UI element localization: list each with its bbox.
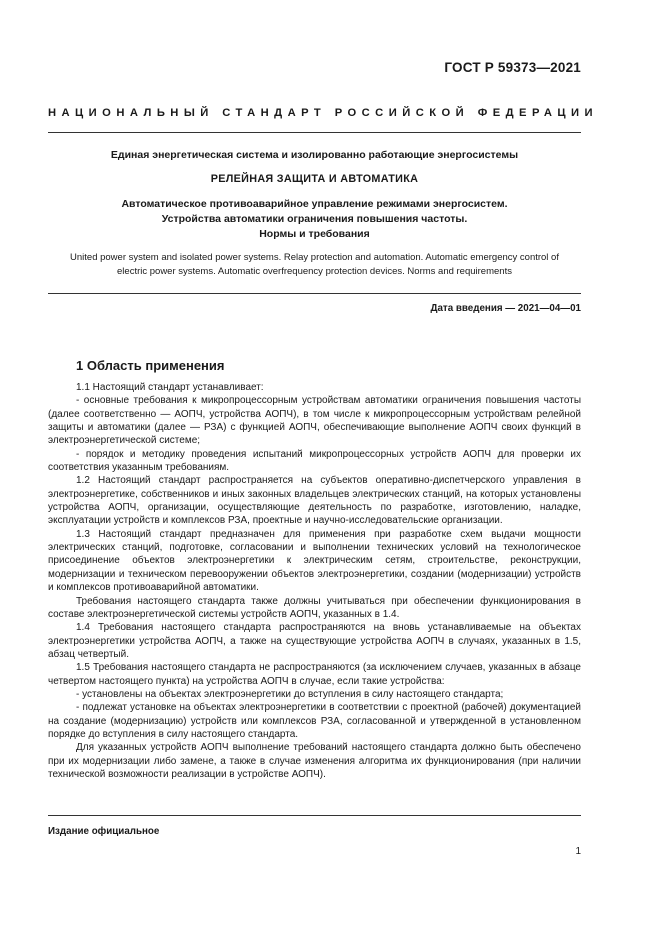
paragraph: - установлены на объектах электроэнергетики до вступления в силу настоящего стандарта;: [76, 688, 504, 700]
paragraph: 1.2 Настоящий стандарт распространяется на субъектов оперативно-диспетчерского управления в электроэнергетике, собственников и иных законных владельцев электрических станций, на которых установлены устройства АОПЧ, организации, осуществляющие деятельность по разработке, изготовлению, наладке, эксплуатации устройств и комплексов РЗА, проектные и научно-исследовательские организации.: [48, 475, 581, 527]
title-main: РЕЛЕЙНАЯ ЗАЩИТА И АВТОМАТИКА: [210, 173, 419, 185]
paragraph: Для указанных устройств АОПЧ выполнение требований настоящего стандарта должно быть обеспечено при их модернизации либо замене, а также в случае изменения алгоритма их функционирования (при наличии технической возможности реализации в устройстве АОПЧ).: [48, 742, 581, 780]
english-title-line-2: electric power systems. Automatic overfrequency protection devices. Norms and requirements: [117, 265, 512, 277]
page-number: 1: [575, 846, 581, 857]
title-subtitle: [48, 197, 581, 242]
document-code: ГОСТ Р 59373—2021: [444, 60, 581, 75]
paragraph: - основные требования к микропроцессорным устройствам автоматики ограничения повышения частоты (далее соответственно — АОПЧ, устройства АОПЧ), в том числе к микропроцессорным устройствам релейной защиты и автоматики (далее — РЗА) с функцией АОПЧ, обеспечивающие выполнение АОПЧ своих функций в электроэнергетической системе;: [48, 395, 581, 447]
section-body: [48, 381, 581, 781]
paragraph: Требования настоящего стандарта также должны учитываться при обеспечении функционирования в составе электроэнергетической системы устройств АОПЧ, указанных в 1.4.: [48, 595, 581, 620]
title-system: Единая энергетическая система и изолированно работающие энергосистемы: [110, 149, 519, 161]
intro-date: Дата введения — 2021—04—01: [430, 303, 581, 314]
footer-divider: [48, 815, 581, 816]
publication-note: Издание официальное: [48, 826, 160, 837]
paragraph: 1.4 Требования настоящего стандарта распространяются на вновь устанавливаемые на объектах электроэнергетики устройства АОПЧ, а также на существующие устройства АОПЧ в случаях, указанных в 1.5, абзац четвертый.: [48, 622, 581, 660]
english-title-line-1: United power system and isolated power systems. Relay protection and automation. Automatic emergency control of: [70, 252, 559, 263]
paragraph: - порядок и методику проведения испытаний микропроцессорных устройств АОПЧ для проверки их соответствия указанным требованиям.: [48, 448, 581, 474]
subtitle-line-2: Устройства автоматики ограничения повышения частоты.: [161, 213, 468, 225]
english-title: [48, 251, 581, 278]
paragraph: 1.1 Настоящий стандарт устанавливает:: [76, 382, 264, 393]
subtitle-line-3: Нормы и требования: [259, 228, 370, 240]
title-divider: [48, 293, 581, 294]
top-divider: [48, 132, 581, 133]
paragraph: 1.5 Требования настоящего стандарта не распространяются (за исключением случаев, указанных в абзаце четвертом настоящего пункта) на устройства АОПЧ в случае, если такие устройства:: [48, 662, 581, 687]
paragraph: - подлежат установке на объектах электроэнергетики в соответствии с проектной (рабочей) документацией на создание (модернизацию) устройств или комплексов РЗА, согласованной и утвержденной в установленном порядке до вступления в силу настоящего стандарта.: [48, 702, 581, 740]
national-standard-banner: НАЦИОНАЛЬНЫЙ СТАНДАРТ РОССИЙСКОЙ ФЕДЕРАЦИИ: [48, 107, 599, 119]
subtitle-line-1: Автоматическое противоаварийное управление режимами энергосистем.: [121, 198, 508, 210]
paragraph: 1.3 Настоящий стандарт предназначен для применения при разработке схем выдачи мощности электрических станций, подготовке, согласовании и выполнении технических условий на технологическое присоединение объектов электроэнергетики к электрическим сетям, строительстве, реконструкции, модернизации и техническом перевооружении объектов электроэнергетики, создании (модернизации) устройств и комплексов противоаварийной автоматики.: [48, 528, 581, 594]
section-heading: 1 Область применения: [76, 358, 225, 373]
